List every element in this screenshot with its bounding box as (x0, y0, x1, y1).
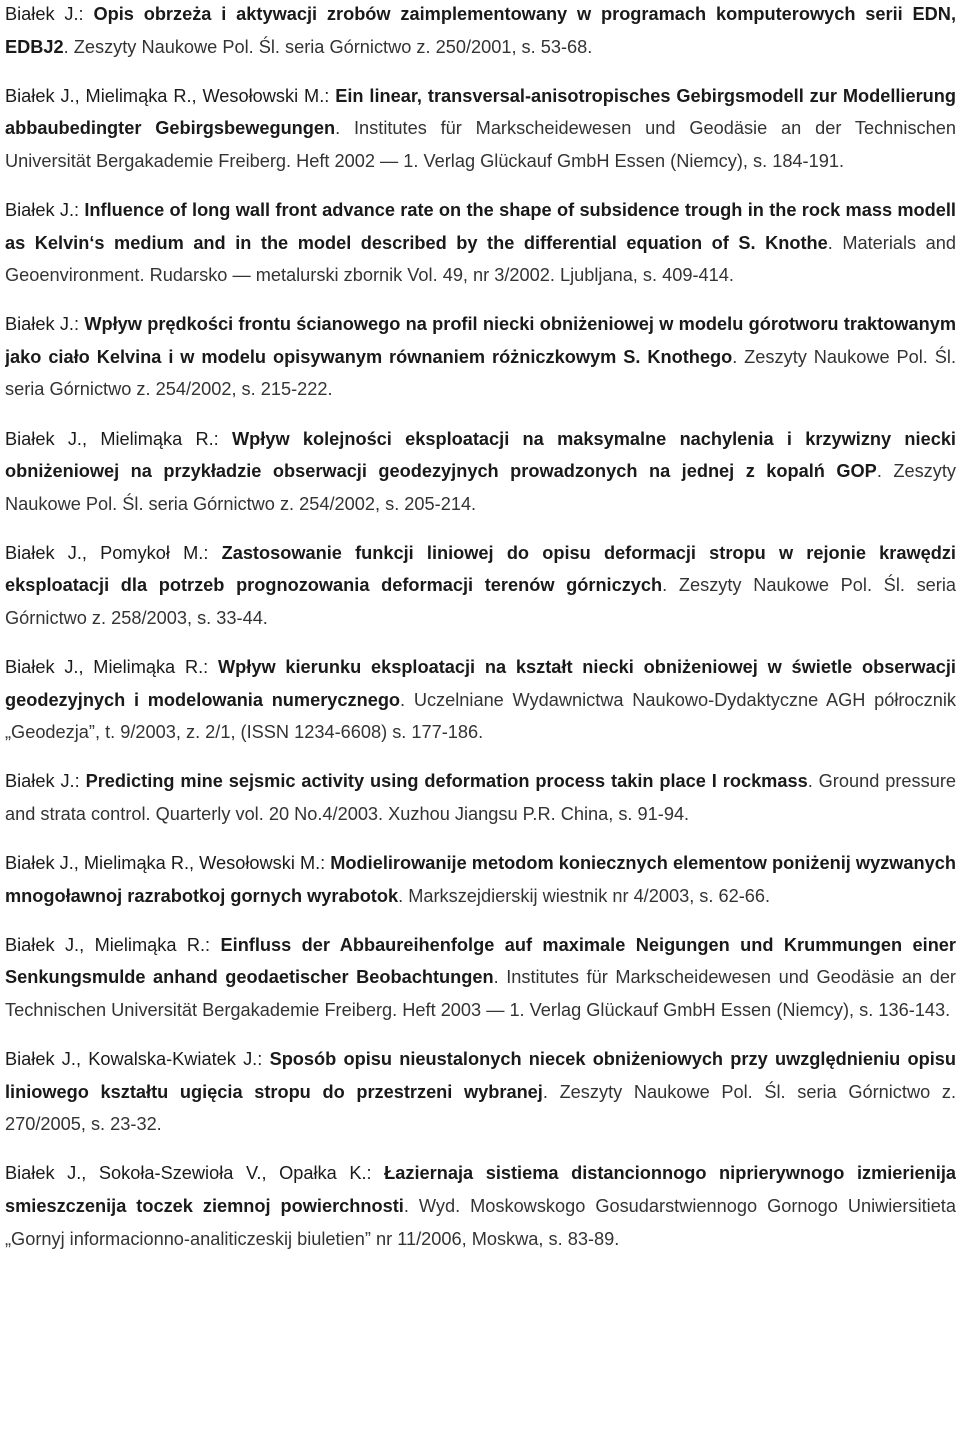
reference-authors: Białek J., Mielimąka R., Wesołowski M.: (5, 853, 331, 874)
reference-authors: Białek J., Mielimąka R.: (5, 428, 233, 449)
reference-entry (5, 537, 956, 635)
reference-entry (5, 423, 956, 521)
reference-title: Einfluss der Abbaureihenfolge auf maximale Neigungen und Krummungen einer Senkungsmulde anhand geodaetischer Beobachtungen (5, 934, 956, 988)
reference-source: . Uczelniane Wydawnictwa Naukowo-Dydaktyczne AGH półrocznik „Geodezja”, t. 9/2003, z. 2/1, (ISSN 1234-6608) s. 177-186. (5, 689, 956, 743)
reference-title: Zastosowanie funkcji liniowej do opisu deformacji stropu w rejonie krawędzi eksploatacji dla potrzeb prognozowania deformacji terenów górniczych (5, 542, 956, 596)
reference-title: Opis obrzeża i aktywacji zrobów zaimplementowany w programach komputerowych serii EDN, EDBJ2 (5, 4, 956, 57)
reference-source: . Ground pressure and strata control. Quarterly vol. 20 No.4/2003. Xuzhou Jiangsu P.R. China, s. 91-94. (5, 771, 956, 824)
reference-authors: Białek J.: (5, 199, 85, 220)
reference-entry (5, 651, 956, 749)
reference-title: Łaziernaja sistiema distancionnogo niprierywnogo izmierienija smieszczenija toczek ziemnoj powierchnosti (5, 1163, 956, 1216)
reference-source: . Institutes für Markscheidewesen und Geodäsie an der Technischen Universität Bergakademie Freiberg. Heft 2003 — 1. Verlag Glückauf GmbH Essen (Niemcy), s. 136-143. (5, 967, 956, 1020)
reference-title: Wpływ prędkości frontu ścianowego na profil niecki obniżeniowej w modelu górotworu traktowanym jako ciało Kelvina i w modelu opisywanym równaniem różniczkowym S. Knothego (5, 314, 956, 367)
reference-authors: Białek J., Mielimąka R.: (5, 657, 218, 678)
reference-source: . Wyd. Moskowskogo Gosudarstwiennogo Gornogo Uniwiersitieta „Gornyj informacionno-analiticzeskij biuletien” nr 11/2006, Moskwa, s. 83-89. (5, 1195, 956, 1249)
reference-title: Predicting mine sejsmic activity using deformation process takin place I rockmass (85, 771, 808, 792)
reference-authors: Białek J.: (5, 4, 94, 24)
reference-entry (5, 80, 956, 178)
reference-title: Ein linear, transversal-anisotropisches Gebirgsmodell zur Modellierung abbaubedingter Gebirgsbewegungen (5, 85, 956, 139)
reference-entry (5, 1043, 956, 1141)
reference-source: . Zeszyty Naukowe Pol. Śl. seria Górnictwo z. 270/2005, s. 23-32. (5, 1081, 956, 1135)
reference-entry (5, 1157, 956, 1255)
reference-source: . Markszejdierskij wiestnik nr 4/2003, s. 62-66. (398, 885, 771, 906)
reference-entry (5, 308, 956, 406)
reference-authors: Białek J.: (5, 314, 85, 335)
reference-authors: Białek J., Sokoła-Szewioła V., Opałka K.: (5, 1163, 385, 1184)
reference-source: . Materials and Geoenvironment. Rudarsko — metalurski zbornik Vol. 49, nr 3/2002. Ljubljana, s. 409-414. (5, 232, 956, 286)
reference-entry (5, 929, 956, 1027)
reference-title: Modielirowanije metodom koniecznych elementow poniżenij wyzwanych mnogoławnoj razrabotkoj gornych wyrabotok (5, 853, 956, 906)
reference-title: Influence of long wall front advance rate on the shape of subsidence trough in the rock mass modell as Kelvin‘s medium and in the model described by the differential equation of S. Knothe (5, 199, 956, 253)
reference-source: . Zeszyty Naukowe Pol. Śl. seria Górnictwo z. 254/2002, s. 205-214. (5, 461, 956, 514)
reference-entry (5, 194, 956, 292)
reference-authors: Białek J., Mielimąka R., Wesołowski M.: (5, 85, 336, 106)
reference-source: . Zeszyty Naukowe Pol. Śl. seria Górnictwo z. 254/2002, s. 215-222. (5, 346, 956, 400)
reference-entry (5, 0, 956, 63)
reference-authors: Białek J., Mielimąka R.: (5, 934, 221, 955)
reference-title: Wpływ kierunku eksploatacji na kształt niecki obniżeniowej w świetle obserwacji geodezyjnych i modelowania numerycznego (5, 657, 956, 710)
reference-authors: Białek J., Kowalska-Kwiatek J.: (5, 1049, 270, 1070)
reference-source: . Institutes für Markscheidewesen und Geodäsie an der Technischen Universität Bergakademie Freiberg. Heft 2002 — 1. Verlag Glückauf GmbH Essen (Niemcy), s. 184-191. (5, 118, 956, 171)
reference-authors: Białek J., Pomykoł M.: (5, 542, 222, 563)
reference-source: . Zeszyty Naukowe Pol. Śl. seria Górnictwo z. 250/2001, s. 53-68. (63, 36, 593, 57)
reference-title: Sposób opisu nieustalonych niecek obniżeniowych przy uwzględnieniu opisu liniowego kształtu ugięcia stropu do przestrzeni wybranej (5, 1049, 956, 1102)
reference-list (5, 0, 956, 1452)
reference-source: . Zeszyty Naukowe Pol. Śl. seria Górnictwo z. 258/2003, s. 33-44. (5, 575, 956, 628)
reference-entry (5, 847, 956, 912)
reference-entry (5, 765, 956, 830)
reference-title: Wpływ kolejności eksploatacji na maksymalne nachylenia i krzywizny niecki obniżeniowej na przykładzie obserwacji geodezyjnych prowadzonych na jednej z kopalń GOP (5, 428, 956, 482)
reference-authors: Białek J.: (5, 771, 86, 792)
